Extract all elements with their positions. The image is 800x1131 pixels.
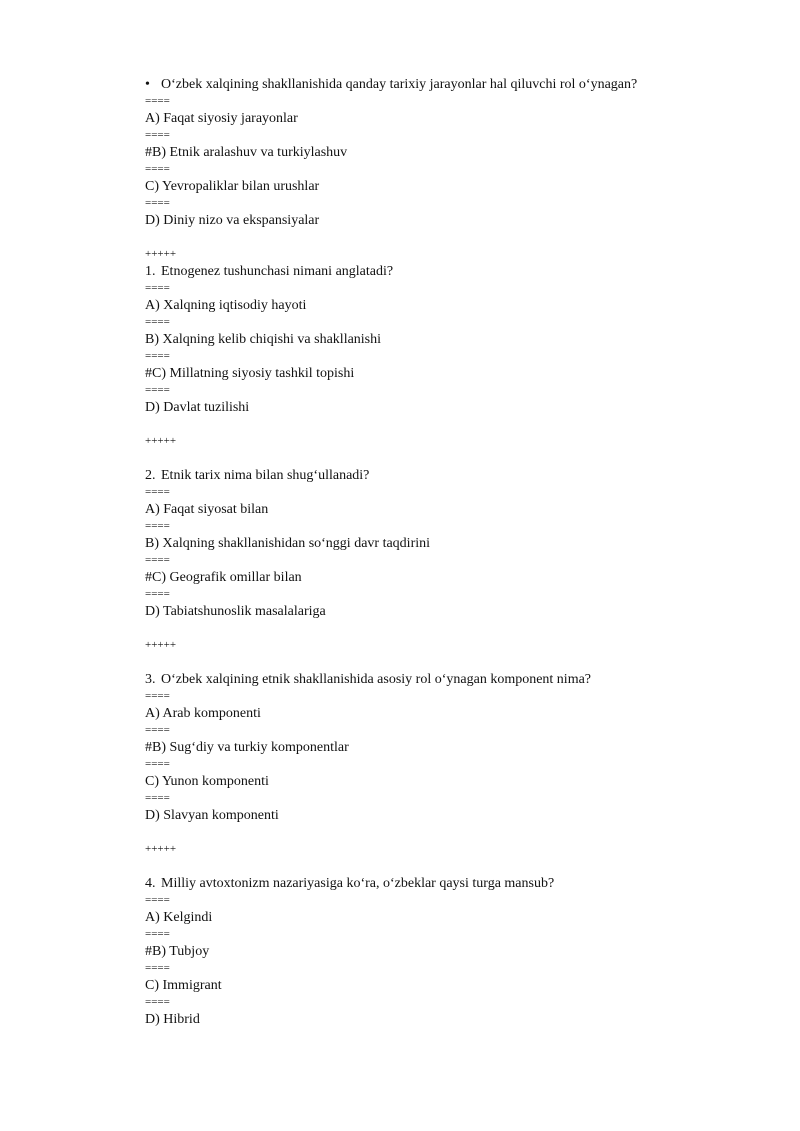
separator: ==== — [145, 962, 170, 974]
separator: ==== — [145, 129, 170, 141]
block-separator: +++++ — [145, 248, 177, 260]
question-marker: • — [145, 77, 150, 92]
separator: ==== — [145, 384, 170, 396]
question-text: O‘zbek xalqining shakllanishida qanday tarixiy jarayonlar hal qiluvchi rol o‘ynagan? — [161, 77, 638, 92]
option-c: C) Yunon komponenti — [145, 774, 269, 789]
block-separator: +++++ — [145, 435, 177, 447]
question-number: 4. — [145, 876, 156, 891]
separator: ==== — [145, 758, 170, 770]
option-a: A) Arab komponenti — [145, 706, 261, 721]
separator: ==== — [145, 520, 170, 532]
separator: ==== — [145, 792, 170, 804]
option-c: C) Immigrant — [145, 978, 222, 993]
option-d: D) Hibrid — [145, 1012, 200, 1027]
question-number: 2. — [145, 468, 156, 483]
option-c: C) Yevropaliklar bilan urushlar — [145, 179, 320, 194]
option-a: A) Faqat siyosat bilan — [145, 502, 269, 517]
separator: ==== — [145, 163, 170, 175]
option-c: #C) Geografik omillar bilan — [145, 570, 302, 585]
option-b: #B) Tubjoy — [145, 944, 210, 959]
separator: ==== — [145, 588, 170, 600]
question-text: Etnogenez tushunchasi nimani anglatadi? — [161, 264, 394, 279]
question-text: O‘zbek xalqining etnik shakllanishida asosiy rol o‘ynagan komponent nima? — [161, 672, 592, 687]
separator: ==== — [145, 486, 170, 498]
separator: ==== — [145, 690, 170, 702]
question-4 — [145, 875, 765, 892]
option-a: A) Kelgindi — [145, 910, 213, 925]
question-2 — [145, 467, 765, 484]
option-b: B) Xalqning shakllanishidan so‘nggi davr taqdirini — [145, 536, 431, 551]
question-number: 1. — [145, 264, 156, 279]
question-3 — [145, 671, 765, 688]
separator: ==== — [145, 282, 170, 294]
separator: ==== — [145, 554, 170, 566]
block-separator: +++++ — [145, 843, 177, 855]
separator: ==== — [145, 316, 170, 328]
separator: ==== — [145, 197, 170, 209]
option-b: #B) Sug‘diy va turkiy komponentlar — [145, 740, 349, 755]
question-0 — [145, 76, 765, 93]
question-text: Etnik tarix nima bilan shug‘ullanadi? — [161, 468, 370, 483]
option-b: #B) Etnik aralashuv va turkiylashuv — [145, 145, 348, 160]
option-a: A) Xalqning iqtisodiy hayoti — [145, 298, 307, 313]
block-separator: +++++ — [145, 639, 177, 651]
question-number: 3. — [145, 672, 156, 687]
separator: ==== — [145, 928, 170, 940]
option-d: D) Slavyan komponenti — [145, 808, 279, 823]
option-c: #C) Millatning siyosiy tashkil topishi — [145, 366, 355, 381]
separator: ==== — [145, 724, 170, 736]
option-d: D) Tabiatshunoslik masalalariga — [145, 604, 326, 619]
separator: ==== — [145, 350, 170, 362]
question-1 — [145, 263, 765, 280]
question-text: Milliy avtoxtonizm nazariyasiga ko‘ra, o‘zbeklar qaysi turga mansub? — [161, 876, 555, 891]
option-a: A) Faqat siyosiy jarayonlar — [145, 111, 298, 126]
separator: ==== — [145, 996, 170, 1008]
option-d: D) Diniy nizo va ekspansiyalar — [145, 213, 320, 228]
separator: ==== — [145, 894, 170, 906]
option-d: D) Davlat tuzilishi — [145, 400, 250, 415]
separator: ==== — [145, 95, 170, 107]
option-b: B) Xalqning kelib chiqishi va shakllanishi — [145, 332, 382, 347]
quiz-content — [145, 76, 765, 1028]
